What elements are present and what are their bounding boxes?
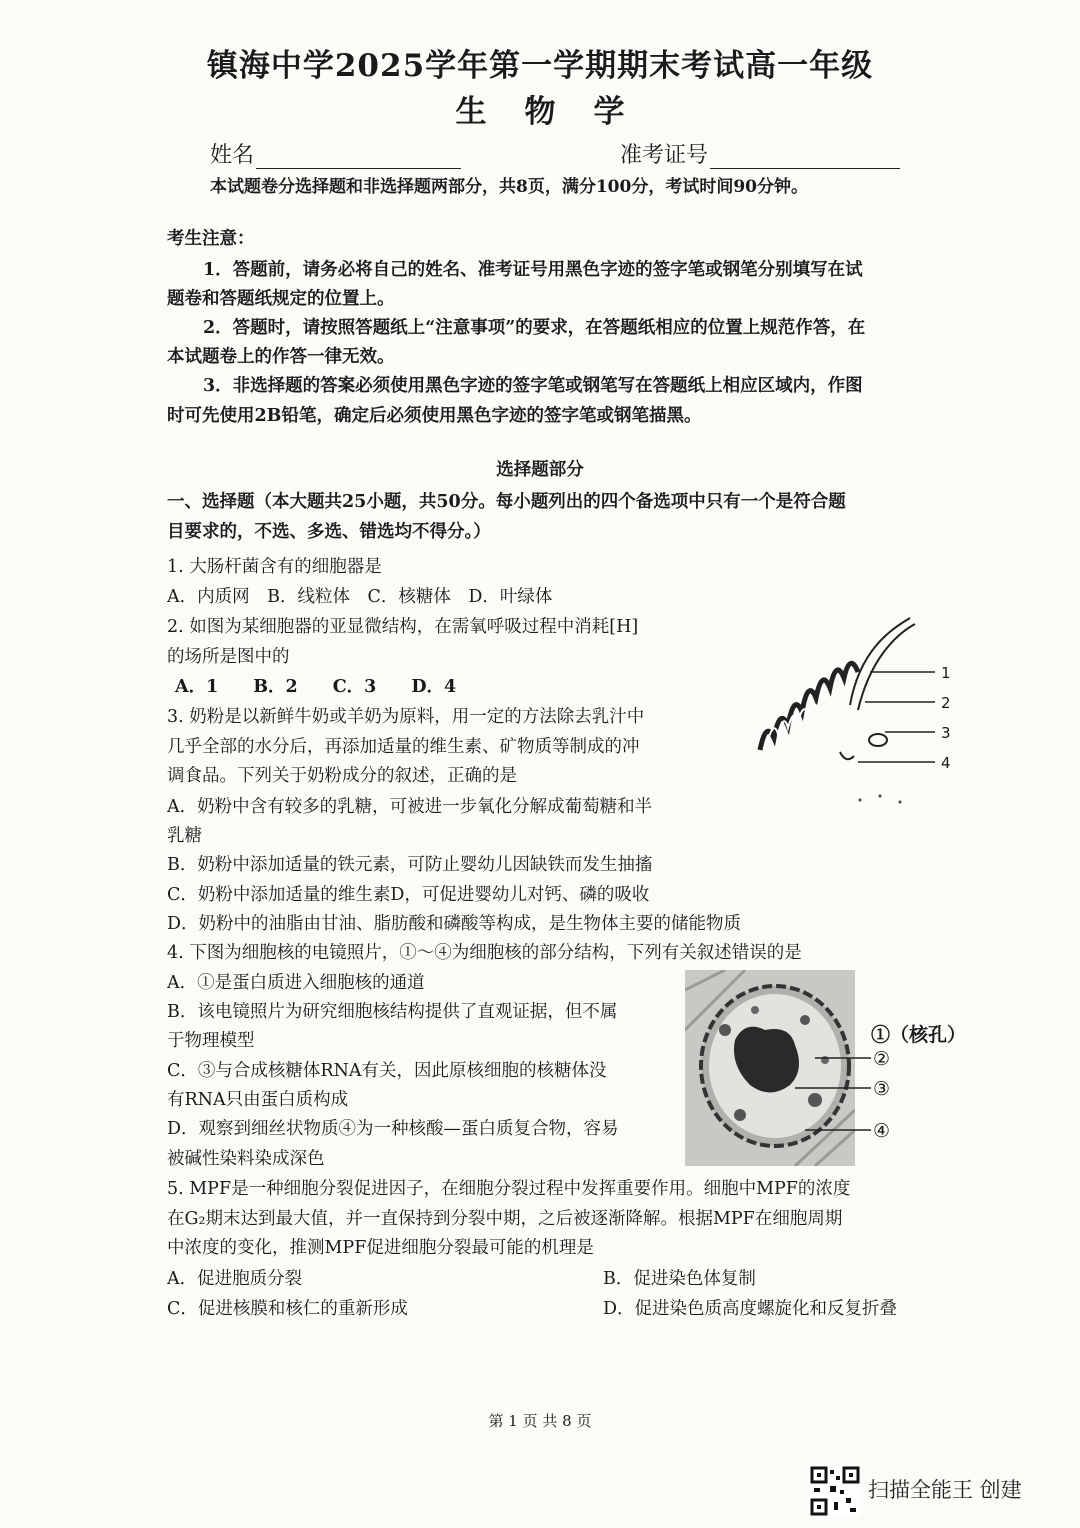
q3-stem-line1: 3. 奶粉是以新鲜牛奶或羊奶为原料，用一定的方法除去乳汁中: [167, 707, 645, 727]
notice-item-2-line2: 本试题卷上的作答一律无效。: [167, 347, 395, 367]
scanner-watermark: 扫描全能王 创建: [868, 1478, 1022, 1502]
q5-stem-line1: 5. MPF是一种细胞分裂促进因子，在细胞分裂过程中发挥重要作用。细胞中MPF的浓度: [167, 1179, 851, 1199]
section-instr-line2: 目要求的，不选、多选、错选均不得分。）: [167, 522, 491, 542]
q4-option-c-line2: 有RNA只由蛋白质构成: [167, 1090, 349, 1110]
exam-intro: 本试题卷分选择题和非选择题两部分，共8页，满分100分，考试时间90分钟。: [210, 177, 808, 197]
q3-stem-line3: 调食品。下列关于奶粉成分的叙述，正确的是: [167, 766, 517, 786]
q3-option-a-line1: A．奶粉中含有较多的乳糖，可被进一步氧化分解成葡萄糖和半: [167, 797, 653, 817]
q2-fig-label-3: 3: [941, 724, 951, 742]
notice-heading: 考生注意：: [167, 229, 255, 249]
name-label: 姓名: [210, 143, 255, 168]
q2-mitochondrion-figure: [740, 610, 980, 810]
q5-stem-line2: 在G₂期末达到最大值，并一直保持到分裂中期，之后被逐渐降解。根据MPF在细胞周期: [167, 1209, 843, 1229]
q3-option-b: B．奶粉中添加适量的铁元素，可防止婴幼儿因缺铁而发生抽搐: [167, 855, 653, 875]
q5-stem-line3: 中浓度的变化，推测MPF促进细胞分裂最可能的机理是: [167, 1238, 594, 1258]
q2-fig-label-1: 1: [941, 664, 951, 682]
notice-item-1-line2: 题卷和答题纸规定的位置上。: [167, 289, 395, 309]
q4-fig-label-2: ②: [873, 1048, 891, 1070]
exam-id-field: [620, 138, 900, 169]
notice-item-3-line1: 3．非选择题的答案必须使用黑色字迹的签字笔或钢笔写在答题纸上相应区域内，作图: [203, 376, 863, 396]
notice-item-2-line1: 2．答题时，请按照答题纸上“注意事项”的要求，在答题纸相应的位置上规范作答，在: [203, 318, 866, 338]
exam-id-blank: [710, 146, 900, 169]
q4-fig-label-3: ③: [873, 1078, 891, 1100]
q1-options: A．内质网 B．线粒体 C．核糖体 D．叶绿体: [167, 587, 553, 607]
q3-option-d: D．奶粉中的油脂由甘油、脂肪酸和磷酸等构成，是生物体主要的储能物质: [167, 914, 742, 934]
q5-option-d: D．促进染色质高度螺旋化和反复折叠: [603, 1299, 898, 1319]
exam-title: 镇海中学2025学年第一学期期末考试高一年级: [206, 48, 874, 84]
q3-option-a-line2: 乳糖: [167, 826, 202, 846]
q3-option-c: C．奶粉中添加适量的维生素D，可促进婴幼儿对钙、磷的吸收: [167, 885, 650, 905]
q2-stem-line1: 2. 如图为某细胞器的亚显微结构，在需氧呼吸过程中消耗[H]: [167, 617, 639, 637]
notice-item-1-line1: 1．答题前，请务必将自己的姓名、准考证号用黑色字迹的签字笔或钢笔分别填写在试: [203, 260, 863, 280]
q4-nucleus-figure: [685, 970, 980, 1166]
q5-option-c: C．促进核膜和核仁的重新形成: [167, 1299, 408, 1319]
name-blank: [256, 146, 461, 169]
section-title: 选择题部分: [496, 460, 584, 480]
name-field: [210, 138, 461, 169]
q2-fig-label-2: 2: [941, 694, 951, 712]
q4-leader-lines: [685, 970, 980, 1166]
subject-title: 生物学: [455, 94, 663, 130]
page-number: 第 1 页 共 8 页: [488, 1412, 592, 1430]
q4-option-d-line1: D．观察到细丝状物质④为一种核酸—蛋白质复合物，容易: [167, 1119, 619, 1139]
q4-option-b-line2: 于物理模型: [167, 1031, 255, 1051]
q2-stem-line2: 的场所是图中的: [167, 647, 290, 667]
q4-fig-label-4: ④: [873, 1120, 891, 1142]
q4-option-b-line1: B．该电镜照片为研究细胞核结构提供了直观证据，但不属: [167, 1002, 618, 1022]
notice-item-3-line2: 时可先使用2B铅笔，确定后必须使用黑色字迹的签字笔或钢笔描黑。: [167, 406, 702, 426]
qr-code-icon: [810, 1466, 860, 1516]
q2-options: A．1 B．2 C．3 D．4: [175, 677, 457, 697]
q4-stem: 4. 下图为细胞核的电镜照片，①～④为细胞核的部分结构，下列有关叙述错误的是: [167, 943, 802, 963]
q4-option-a: A．①是蛋白质进入细胞核的通道: [167, 973, 425, 993]
q4-option-c-line1: C．③与合成核糖体RNA有关，因此原核细胞的核糖体没: [167, 1061, 607, 1081]
q5-option-b: B．促进染色体复制: [603, 1269, 756, 1289]
q4-fig-label-1: ①（核孔）: [871, 1024, 967, 1046]
q1-stem: 1. 大肠杆菌含有的细胞器是: [167, 557, 382, 577]
q2-fig-label-4: 4: [941, 754, 951, 772]
q4-option-d-line2: 被碱性染料染成深色: [167, 1149, 325, 1169]
q5-option-a: A．促进胞质分裂: [167, 1269, 303, 1289]
section-instr-line1: 一、选择题（本大题共25小题，共50分。每小题列出的四个备选项中只有一个是符合题: [167, 492, 846, 512]
exam-id-label: 准考证号: [620, 143, 709, 168]
q3-stem-line2: 几乎全部的水分后，再添加适量的维生素、矿物质等制成的冲: [167, 737, 640, 757]
